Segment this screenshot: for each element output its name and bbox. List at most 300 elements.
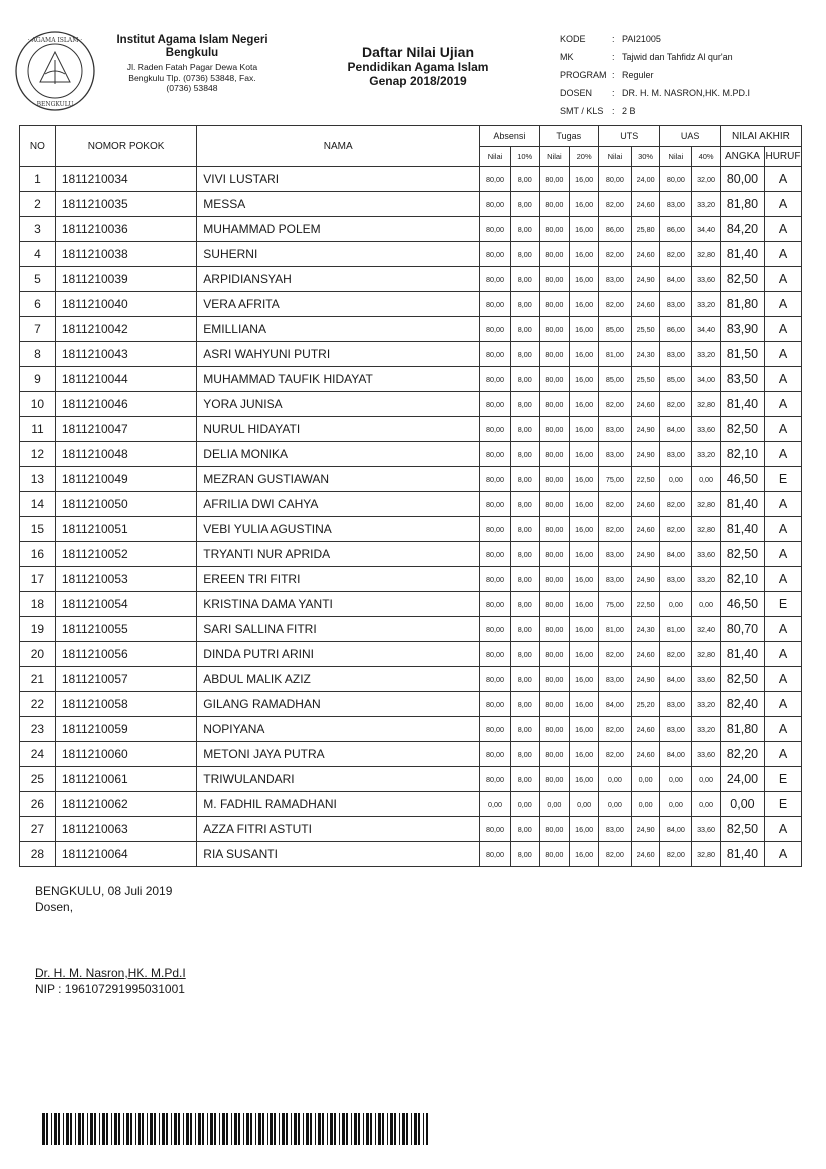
info-value: Reguler bbox=[622, 70, 654, 80]
cell-huruf: A bbox=[764, 517, 801, 542]
barcode-bar bbox=[58, 1113, 60, 1145]
cell-nomor-pokok: 1811210040 bbox=[55, 292, 196, 317]
table-row bbox=[20, 442, 802, 467]
cell-absensi-10: 8,00 bbox=[510, 467, 539, 492]
subheader-angka: ANGKA bbox=[720, 147, 764, 167]
barcode-bar bbox=[418, 1113, 420, 1145]
cell-huruf: A bbox=[764, 567, 801, 592]
document-title bbox=[318, 44, 518, 88]
cell-huruf: A bbox=[764, 192, 801, 217]
cell-tugas-nilai: 80,00 bbox=[539, 842, 570, 867]
barcode-bar bbox=[186, 1113, 189, 1145]
cell-uts-nilai: 85,00 bbox=[598, 367, 631, 392]
cell-uts-nilai: 82,00 bbox=[598, 642, 631, 667]
institution-block bbox=[104, 34, 280, 94]
barcode-bar bbox=[414, 1113, 417, 1145]
cell-uas-40: 33,20 bbox=[692, 192, 721, 217]
cell-no: 1 bbox=[20, 167, 56, 192]
cell-huruf: A bbox=[764, 842, 801, 867]
cell-absensi-10: 8,00 bbox=[510, 417, 539, 442]
cell-absensi-nilai: 80,00 bbox=[480, 742, 511, 767]
cell-nama: TRIWULANDARI bbox=[197, 767, 480, 792]
header-nilai-akhir: NILAI AKHIR bbox=[720, 126, 801, 147]
cell-tugas-nilai: 80,00 bbox=[539, 642, 570, 667]
barcode-bar bbox=[402, 1113, 405, 1145]
info-row bbox=[560, 84, 750, 102]
barcode-bar bbox=[315, 1113, 316, 1145]
cell-uts-30: 25,50 bbox=[631, 317, 660, 342]
barcode-bar bbox=[202, 1113, 204, 1145]
cell-uts-nilai: 83,00 bbox=[598, 542, 631, 567]
cell-uts-30: 22,50 bbox=[631, 467, 660, 492]
cell-absensi-10: 8,00 bbox=[510, 267, 539, 292]
cell-uas-40: 34,40 bbox=[692, 217, 721, 242]
cell-huruf: A bbox=[764, 617, 801, 642]
cell-uts-nilai: 82,00 bbox=[598, 192, 631, 217]
info-label: DOSEN bbox=[560, 88, 593, 98]
cell-tugas-nilai: 80,00 bbox=[539, 692, 570, 717]
cell-no: 4 bbox=[20, 242, 56, 267]
cell-nomor-pokok: 1811210060 bbox=[55, 742, 196, 767]
barcode-bar bbox=[90, 1113, 93, 1145]
cell-uts-nilai: 81,00 bbox=[598, 342, 631, 367]
cell-tugas-nilai: 80,00 bbox=[539, 442, 570, 467]
cell-uas-nilai: 84,00 bbox=[660, 417, 692, 442]
signer-role: Dosen, bbox=[35, 900, 74, 914]
subheader-huruf: HURUF bbox=[764, 147, 801, 167]
cell-uas-nilai: 82,00 bbox=[660, 392, 692, 417]
barcode-bar bbox=[339, 1113, 340, 1145]
cell-angka: 81,80 bbox=[720, 192, 764, 217]
cell-uts-nilai: 83,00 bbox=[598, 817, 631, 842]
barcode-bar bbox=[411, 1113, 412, 1145]
cell-tugas-nilai: 80,00 bbox=[539, 317, 570, 342]
cell-tugas-nilai: 80,00 bbox=[539, 567, 570, 592]
cell-no: 24 bbox=[20, 742, 56, 767]
barcode-bar bbox=[291, 1113, 292, 1145]
cell-no: 25 bbox=[20, 767, 56, 792]
subheader-percent: 20% bbox=[570, 147, 599, 167]
cell-uts-30: 24,60 bbox=[631, 292, 660, 317]
cell-uas-nilai: 0,00 bbox=[660, 792, 692, 817]
cell-absensi-10: 8,00 bbox=[510, 667, 539, 692]
cell-angka: 81,40 bbox=[720, 492, 764, 517]
cell-tugas-20: 16,00 bbox=[570, 242, 599, 267]
cell-tugas-20: 16,00 bbox=[570, 617, 599, 642]
barcode-bar bbox=[238, 1113, 240, 1145]
cell-angka: 81,40 bbox=[720, 517, 764, 542]
cell-absensi-nilai: 80,00 bbox=[480, 392, 511, 417]
barcode-bar bbox=[318, 1113, 321, 1145]
cell-tugas-nilai: 80,00 bbox=[539, 592, 570, 617]
cell-uts-nilai: 82,00 bbox=[598, 717, 631, 742]
cell-uas-40: 0,00 bbox=[692, 592, 721, 617]
cell-tugas-20: 16,00 bbox=[570, 292, 599, 317]
cell-no: 15 bbox=[20, 517, 56, 542]
cell-angka: 82,50 bbox=[720, 417, 764, 442]
barcode-bar bbox=[406, 1113, 408, 1145]
barcode-bar bbox=[159, 1113, 160, 1145]
barcode-bar bbox=[342, 1113, 345, 1145]
cell-uts-30: 24,60 bbox=[631, 742, 660, 767]
cell-nama: KRISTINA DAMA YANTI bbox=[197, 592, 480, 617]
info-value: Tajwid dan Tahfidz Al qur'an bbox=[622, 52, 733, 62]
cell-nomor-pokok: 1811210046 bbox=[55, 392, 196, 417]
barcode-bar bbox=[210, 1113, 213, 1145]
cell-uts-nilai: 83,00 bbox=[598, 667, 631, 692]
cell-huruf: A bbox=[764, 642, 801, 667]
barcode-bar bbox=[75, 1113, 76, 1145]
cell-angka: 46,50 bbox=[720, 467, 764, 492]
barcode-bar bbox=[207, 1113, 208, 1145]
cell-nomor-pokok: 1811210048 bbox=[55, 442, 196, 467]
cell-tugas-nilai: 80,00 bbox=[539, 467, 570, 492]
cell-absensi-10: 8,00 bbox=[510, 542, 539, 567]
cell-nama: GILANG RAMADHAN bbox=[197, 692, 480, 717]
cell-angka: 81,80 bbox=[720, 717, 764, 742]
cell-no: 13 bbox=[20, 467, 56, 492]
cell-uas-nilai: 84,00 bbox=[660, 817, 692, 842]
cell-uts-30: 24,30 bbox=[631, 342, 660, 367]
cell-uas-40: 33,60 bbox=[692, 417, 721, 442]
cell-no: 26 bbox=[20, 792, 56, 817]
table-row bbox=[20, 467, 802, 492]
cell-angka: 82,10 bbox=[720, 567, 764, 592]
cell-tugas-20: 16,00 bbox=[570, 667, 599, 692]
cell-uts-30: 24,60 bbox=[631, 517, 660, 542]
signer-name: Dr. H. M. Nasron,HK. M.Pd.I bbox=[35, 966, 186, 980]
barcode-bar bbox=[219, 1113, 220, 1145]
cell-uts-30: 0,00 bbox=[631, 767, 660, 792]
cell-tugas-20: 16,00 bbox=[570, 467, 599, 492]
barcode-bar bbox=[330, 1113, 333, 1145]
barcode-bar bbox=[46, 1113, 48, 1145]
info-label: SMT / KLS bbox=[560, 106, 604, 116]
barcode-bar bbox=[279, 1113, 280, 1145]
grades-table bbox=[19, 125, 802, 867]
barcode-bar bbox=[334, 1113, 336, 1145]
barcode-bar bbox=[222, 1113, 225, 1145]
cell-tugas-nilai: 80,00 bbox=[539, 392, 570, 417]
barcode-bar bbox=[130, 1113, 132, 1145]
barcode-bar bbox=[370, 1113, 372, 1145]
cell-no: 6 bbox=[20, 292, 56, 317]
barcode-bar bbox=[351, 1113, 352, 1145]
info-colon: : bbox=[612, 88, 615, 98]
cell-absensi-10: 8,00 bbox=[510, 192, 539, 217]
cell-nomor-pokok: 1811210063 bbox=[55, 817, 196, 842]
cell-uas-40: 33,60 bbox=[692, 817, 721, 842]
cell-tugas-20: 16,00 bbox=[570, 767, 599, 792]
barcode-bar bbox=[270, 1113, 273, 1145]
cell-uas-40: 33,60 bbox=[692, 542, 721, 567]
barcode-bar bbox=[82, 1113, 84, 1145]
cell-absensi-nilai: 80,00 bbox=[480, 567, 511, 592]
cell-absensi-10: 8,00 bbox=[510, 492, 539, 517]
cell-no: 18 bbox=[20, 592, 56, 617]
cell-absensi-nilai: 80,00 bbox=[480, 592, 511, 617]
cell-uts-30: 24,60 bbox=[631, 192, 660, 217]
cell-tugas-20: 16,00 bbox=[570, 692, 599, 717]
cell-huruf: A bbox=[764, 217, 801, 242]
cell-no: 16 bbox=[20, 542, 56, 567]
barcode-bar bbox=[42, 1113, 45, 1145]
cell-tugas-20: 16,00 bbox=[570, 517, 599, 542]
cell-tugas-20: 16,00 bbox=[570, 717, 599, 742]
info-label: KODE bbox=[560, 34, 586, 44]
barcode-bar bbox=[306, 1113, 309, 1145]
cell-uas-nilai: 82,00 bbox=[660, 517, 692, 542]
cell-huruf: A bbox=[764, 242, 801, 267]
cell-nama: RIA SUSANTI bbox=[197, 842, 480, 867]
cell-nama: TRYANTI NUR APRIDA bbox=[197, 542, 480, 567]
cell-uas-nilai: 0,00 bbox=[660, 767, 692, 792]
cell-angka: 81,40 bbox=[720, 392, 764, 417]
cell-angka: 82,20 bbox=[720, 742, 764, 767]
cell-huruf: A bbox=[764, 442, 801, 467]
cell-uts-30: 24,60 bbox=[631, 242, 660, 267]
table-row bbox=[20, 417, 802, 442]
table-row bbox=[20, 567, 802, 592]
barcode-bar bbox=[310, 1113, 312, 1145]
cell-huruf: A bbox=[764, 492, 801, 517]
cell-uts-nilai: 82,00 bbox=[598, 242, 631, 267]
cell-absensi-nilai: 80,00 bbox=[480, 767, 511, 792]
cell-uas-nilai: 84,00 bbox=[660, 542, 692, 567]
info-colon: : bbox=[612, 106, 615, 116]
cell-uas-nilai: 83,00 bbox=[660, 717, 692, 742]
cell-uts-nilai: 81,00 bbox=[598, 617, 631, 642]
cell-nomor-pokok: 1811210043 bbox=[55, 342, 196, 367]
cell-angka: 82,50 bbox=[720, 542, 764, 567]
cell-uas-40: 0,00 bbox=[692, 767, 721, 792]
barcode-bar bbox=[243, 1113, 244, 1145]
cell-nomor-pokok: 1811210055 bbox=[55, 617, 196, 642]
info-label: MK bbox=[560, 52, 574, 62]
barcode-bar bbox=[363, 1113, 364, 1145]
institution-address-1: Jl. Raden Fatah Pagar Dewa Kota bbox=[126, 62, 258, 72]
table-row bbox=[20, 717, 802, 742]
subheader-percent: 30% bbox=[631, 147, 660, 167]
cell-uas-nilai: 82,00 bbox=[660, 492, 692, 517]
cell-huruf: A bbox=[764, 367, 801, 392]
cell-nama: EMILLIANA bbox=[197, 317, 480, 342]
cell-tugas-20: 0,00 bbox=[570, 792, 599, 817]
cell-nama: SARI SALLINA FITRI bbox=[197, 617, 480, 642]
cell-absensi-nilai: 80,00 bbox=[480, 492, 511, 517]
cell-angka: 82,40 bbox=[720, 692, 764, 717]
barcode-bar bbox=[298, 1113, 300, 1145]
cell-angka: 81,80 bbox=[720, 292, 764, 317]
cell-angka: 84,20 bbox=[720, 217, 764, 242]
cell-uts-nilai: 83,00 bbox=[598, 442, 631, 467]
barcode-bar bbox=[183, 1113, 184, 1145]
header-nomor-pokok: NOMOR POKOK bbox=[55, 126, 196, 167]
barcode-bar bbox=[327, 1113, 328, 1145]
barcode-bar bbox=[94, 1113, 96, 1145]
cell-uts-nilai: 82,00 bbox=[598, 842, 631, 867]
barcode-bar bbox=[267, 1113, 268, 1145]
table-row bbox=[20, 367, 802, 392]
cell-nomor-pokok: 1811210049 bbox=[55, 467, 196, 492]
cell-uas-40: 34,40 bbox=[692, 317, 721, 342]
cell-nomor-pokok: 1811210064 bbox=[55, 842, 196, 867]
barcode-bar bbox=[118, 1113, 120, 1145]
cell-uas-nilai: 84,00 bbox=[660, 742, 692, 767]
cell-uas-nilai: 83,00 bbox=[660, 342, 692, 367]
cell-nomor-pokok: 1811210034 bbox=[55, 167, 196, 192]
cell-tugas-nilai: 80,00 bbox=[539, 742, 570, 767]
cell-uts-30: 24,90 bbox=[631, 817, 660, 842]
cell-huruf: A bbox=[764, 317, 801, 342]
cell-huruf: A bbox=[764, 717, 801, 742]
signer-nip: NIP : 196107291995031001 bbox=[35, 982, 185, 996]
barcode-bar bbox=[150, 1113, 153, 1145]
course-info bbox=[560, 30, 750, 120]
cell-angka: 24,00 bbox=[720, 767, 764, 792]
table-row bbox=[20, 242, 802, 267]
cell-uas-40: 33,20 bbox=[692, 342, 721, 367]
cell-tugas-20: 16,00 bbox=[570, 267, 599, 292]
barcode-bar bbox=[102, 1113, 105, 1145]
cell-huruf: A bbox=[764, 292, 801, 317]
cell-uas-nilai: 80,00 bbox=[660, 167, 692, 192]
cell-uts-30: 24,90 bbox=[631, 567, 660, 592]
cell-absensi-10: 8,00 bbox=[510, 167, 539, 192]
cell-uas-nilai: 82,00 bbox=[660, 642, 692, 667]
cell-angka: 83,50 bbox=[720, 367, 764, 392]
table-row bbox=[20, 617, 802, 642]
cell-uts-30: 24,60 bbox=[631, 492, 660, 517]
cell-tugas-nilai: 80,00 bbox=[539, 292, 570, 317]
cell-nama: METONI JAYA PUTRA bbox=[197, 742, 480, 767]
cell-nama: MUHAMMAD TAUFIK HIDAYAT bbox=[197, 367, 480, 392]
table-row bbox=[20, 342, 802, 367]
cell-nomor-pokok: 1811210062 bbox=[55, 792, 196, 817]
cell-no: 22 bbox=[20, 692, 56, 717]
cell-uas-40: 32,80 bbox=[692, 492, 721, 517]
barcode-bar bbox=[231, 1113, 232, 1145]
cell-nomor-pokok: 1811210052 bbox=[55, 542, 196, 567]
cell-angka: 81,40 bbox=[720, 842, 764, 867]
cell-nomor-pokok: 1811210054 bbox=[55, 592, 196, 617]
barcode-bar bbox=[394, 1113, 396, 1145]
cell-absensi-nilai: 80,00 bbox=[480, 842, 511, 867]
cell-uas-nilai: 83,00 bbox=[660, 567, 692, 592]
barcode-bar bbox=[382, 1113, 384, 1145]
cell-tugas-20: 16,00 bbox=[570, 542, 599, 567]
cell-uts-nilai: 84,00 bbox=[598, 692, 631, 717]
barcode-bar bbox=[123, 1113, 124, 1145]
cell-angka: 82,10 bbox=[720, 442, 764, 467]
barcode-bar bbox=[255, 1113, 256, 1145]
cell-uts-30: 24,60 bbox=[631, 717, 660, 742]
cell-nama: M. FADHIL RAMADHANI bbox=[197, 792, 480, 817]
cell-absensi-nilai: 80,00 bbox=[480, 817, 511, 842]
cell-uas-nilai: 0,00 bbox=[660, 467, 692, 492]
cell-uts-nilai: 82,00 bbox=[598, 742, 631, 767]
cell-uts-nilai: 75,00 bbox=[598, 592, 631, 617]
cell-uts-nilai: 82,00 bbox=[598, 492, 631, 517]
header-uas: UAS bbox=[660, 126, 720, 147]
cell-nomor-pokok: 1811210057 bbox=[55, 667, 196, 692]
cell-nomor-pokok: 1811210044 bbox=[55, 367, 196, 392]
cell-tugas-20: 16,00 bbox=[570, 342, 599, 367]
cell-no: 10 bbox=[20, 392, 56, 417]
cell-huruf: A bbox=[764, 542, 801, 567]
cell-absensi-nilai: 80,00 bbox=[480, 642, 511, 667]
cell-tugas-20: 16,00 bbox=[570, 492, 599, 517]
cell-nomor-pokok: 1811210047 bbox=[55, 417, 196, 442]
barcode-bar bbox=[399, 1113, 400, 1145]
cell-tugas-20: 16,00 bbox=[570, 742, 599, 767]
table-row bbox=[20, 267, 802, 292]
cell-uas-40: 32,80 bbox=[692, 392, 721, 417]
table-row bbox=[20, 492, 802, 517]
table-row bbox=[20, 792, 802, 817]
cell-nama: ASRI WAHYUNI PUTRI bbox=[197, 342, 480, 367]
cell-no: 11 bbox=[20, 417, 56, 442]
institution-name: Institut Agama Islam Negeri bbox=[116, 34, 268, 46]
cell-nama: YORA JUNISA bbox=[197, 392, 480, 417]
cell-uas-40: 32,80 bbox=[692, 842, 721, 867]
cell-uas-40: 32,00 bbox=[692, 167, 721, 192]
cell-no: 3 bbox=[20, 217, 56, 242]
barcode-bar bbox=[322, 1113, 324, 1145]
cell-absensi-nilai: 80,00 bbox=[480, 292, 511, 317]
title-line-2: Pendidikan Agama Islam bbox=[347, 60, 489, 74]
cell-uts-30: 25,20 bbox=[631, 692, 660, 717]
barcode-bar bbox=[214, 1113, 216, 1145]
barcode-bar bbox=[378, 1113, 381, 1145]
barcode-bar bbox=[54, 1113, 57, 1145]
cell-absensi-10: 8,00 bbox=[510, 692, 539, 717]
header-uts: UTS bbox=[598, 126, 659, 147]
cell-absensi-nilai: 80,00 bbox=[480, 617, 511, 642]
table-row bbox=[20, 292, 802, 317]
cell-absensi-nilai: 80,00 bbox=[480, 192, 511, 217]
subheader-nilai: Nilai bbox=[598, 147, 631, 167]
cell-absensi-10: 8,00 bbox=[510, 367, 539, 392]
info-value: PAI21005 bbox=[622, 34, 661, 44]
cell-absensi-10: 8,00 bbox=[510, 442, 539, 467]
cell-uts-30: 24,90 bbox=[631, 417, 660, 442]
cell-nama: NOPIYANA bbox=[197, 717, 480, 742]
cell-uas-40: 34,00 bbox=[692, 367, 721, 392]
cell-tugas-20: 16,00 bbox=[570, 217, 599, 242]
cell-absensi-10: 0,00 bbox=[510, 792, 539, 817]
cell-angka: 80,70 bbox=[720, 617, 764, 642]
cell-tugas-nilai: 80,00 bbox=[539, 167, 570, 192]
info-label: PROGRAM bbox=[560, 70, 607, 80]
info-value: 2 B bbox=[622, 106, 636, 116]
table-row bbox=[20, 817, 802, 842]
institution-city: Bengkulu bbox=[165, 47, 219, 59]
barcode-bar bbox=[258, 1113, 261, 1145]
cell-absensi-nilai: 0,00 bbox=[480, 792, 511, 817]
cell-absensi-10: 8,00 bbox=[510, 242, 539, 267]
cell-nama: AFRILIA DWI CAHYA bbox=[197, 492, 480, 517]
cell-uts-nilai: 80,00 bbox=[598, 167, 631, 192]
cell-nama: DINDA PUTRI ARINI bbox=[197, 642, 480, 667]
barcode-bar bbox=[274, 1113, 276, 1145]
svg-text:BENGKULU: BENGKULU bbox=[36, 101, 74, 108]
cell-nama: DELIA MONIKA bbox=[197, 442, 480, 467]
barcode-bar bbox=[198, 1113, 201, 1145]
cell-uas-nilai: 81,00 bbox=[660, 617, 692, 642]
cell-angka: 46,50 bbox=[720, 592, 764, 617]
cell-no: 14 bbox=[20, 492, 56, 517]
